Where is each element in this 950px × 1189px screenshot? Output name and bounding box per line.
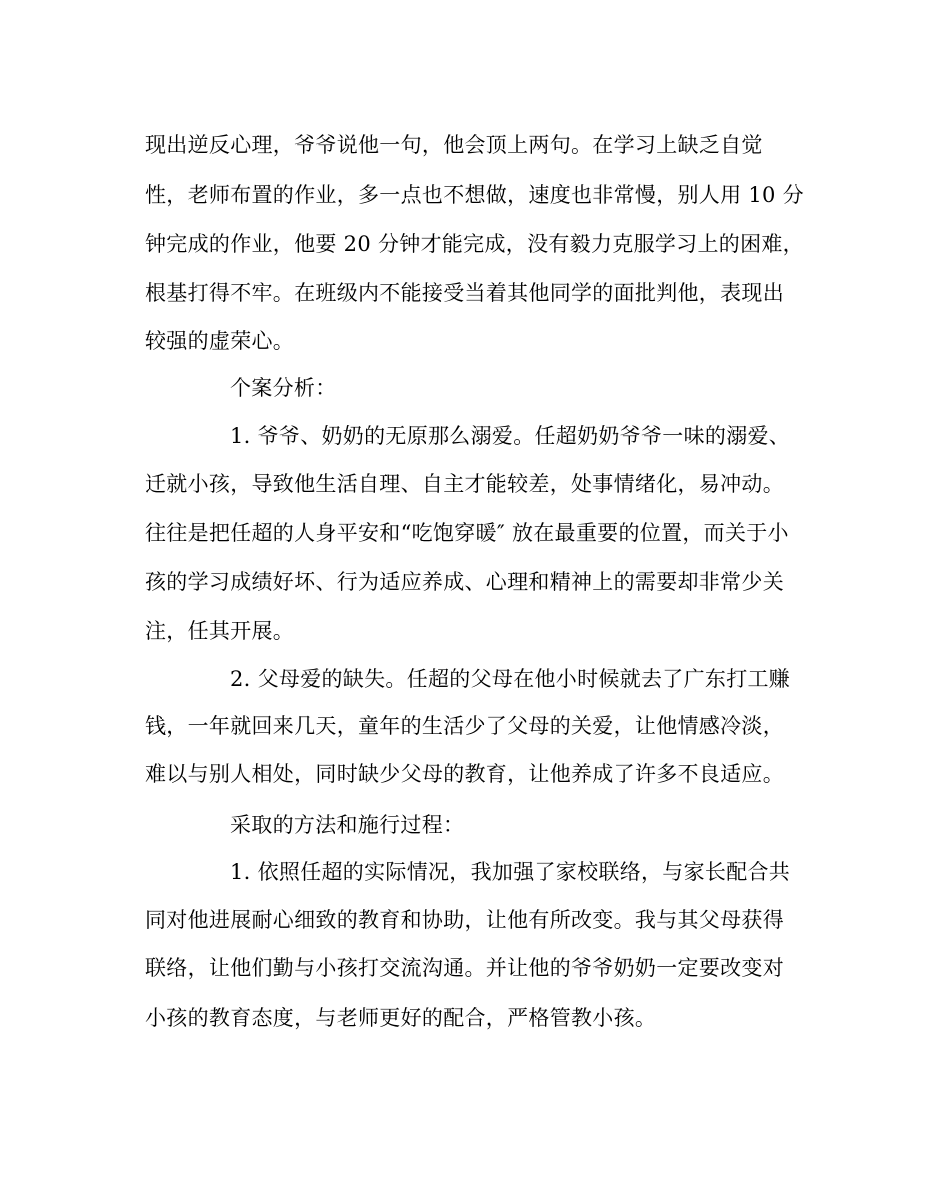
text-line: 往往是把任超的人身平安和“吃饱穿暖″ 放在最重要的位置，而关于小 [145,521,789,545]
text-line: 注，任其开展。 [145,619,295,643]
text-line: 联络，让他们勤与小孩打交流沟通。并让他的爷爷奶奶一定要改变对 [145,956,784,980]
text-line: 较强的虚荣心。 [145,329,295,353]
text-line: 钟完成的作业，他要 20 分钟才能完成，没有毅力克服学习上的困难， [145,232,804,256]
text-line: 2. 父母爱的缺失。任超的父母在他小时候就去了广东打工赚 [230,667,791,691]
text-line: 钱，一年就回来几天，童年的生活少了父母的关爱，让他情感冷淡， [145,714,784,738]
text-line: 同对他进展耐心细致的教育和协助，让他有所改变。我与其父母获得 [145,908,784,932]
text-line: 难以与别人相处，同时缺少父母的教育，让他养成了许多不良适应。 [145,762,784,786]
text-line: 根基打得不牢。在班级内不能接受当着其他同学的面批判他，表现出 [145,281,784,305]
section-heading: 采取的方法和施行过程： [230,813,465,837]
text-line: 小孩的教育态度，与老师更好的配合，严格管教小孩。 [145,1006,657,1030]
text-line: 1. 爷爷、奶奶的无原那么溺爱。任超奶奶爷爷一味的溺爱、 [230,424,791,448]
text-line: 性，老师布置的作业，多一点也不想做，速度也非常慢，别人用 10 分 [145,183,804,207]
text-line: 1. 依照任超的实际情况，我加强了家校联络，与家长配合共 [230,860,791,884]
text-line: 现出逆反心理，爷爷说他一句，他会顶上两句。在学习上缺乏自觉 [145,133,763,157]
section-heading: 个案分析： [230,376,337,400]
text-line: 孩的学习成绩好坏、行为适应养成、心理和精神上的需要却非常少关 [145,570,784,594]
text-line: 迁就小孩，导致他生活自理、自主才能较差，处事情绪化，易冲动。 [145,472,784,496]
